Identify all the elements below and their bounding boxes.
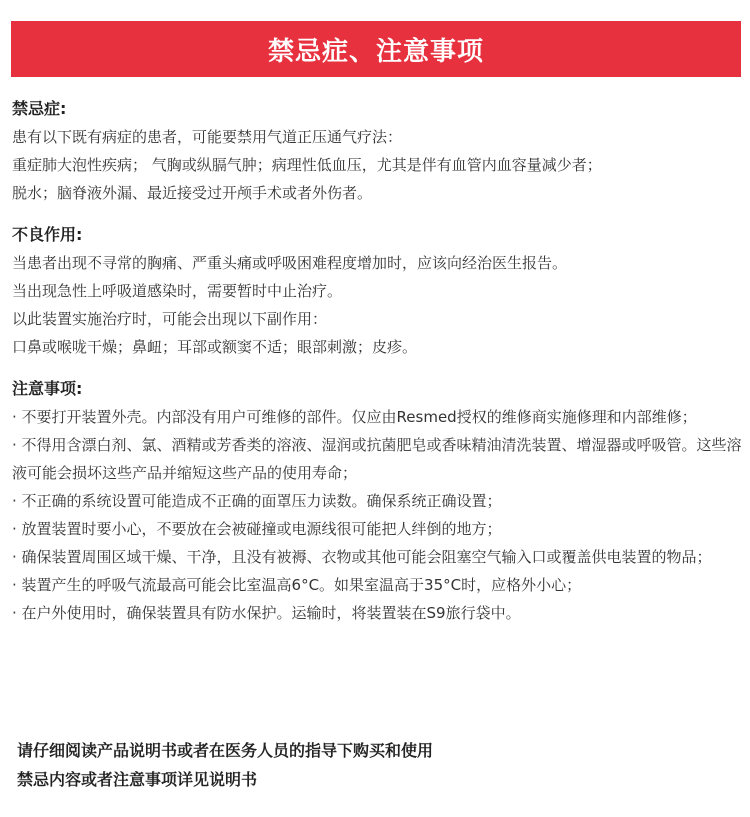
contraindications-heading: 禁忌症: bbox=[12, 99, 67, 118]
footer-notice bbox=[17, 736, 737, 794]
adverse-effects-line: 口鼻或喉咙干燥；鼻衄；耳部或额窦不适；眼部刺激；皮疹。 bbox=[12, 338, 418, 356]
adverse-effects-line: 当出现急性上呼吸道感染时，需要暂时中止治疗。 bbox=[12, 282, 343, 300]
precaution-item: · 不得用含漂白剂、氯、酒精或芳香类的溶液、湿润或抗菌肥皂或香味精油清洗装置、增湿器或呼吸管。这些溶液可能会损坏这些产品并缩短这些产品的使用寿命； bbox=[12, 436, 742, 482]
precaution-item: · 不要打开装置外壳。内部没有用户可维修的部件。仅应由Resmed授权的维修商实施修理和内部维修； bbox=[12, 408, 697, 426]
contraindications-line: 重症肺大泡性疾病； 气胸或纵膈气肿；病理性低血压，尤其是伴有血管内血容量减少者； bbox=[12, 156, 602, 174]
precaution-item: · 在户外使用时，确保装置具有防水保护。运输时，将装置装在S9旅行袋中。 bbox=[12, 604, 521, 622]
adverse-effects-heading: 不良作用: bbox=[12, 225, 83, 244]
page-title: 禁忌症、注意事项 bbox=[267, 36, 484, 67]
footer-line-1: 请仔细阅读产品说明书或者在医务人员的指导下购买和使用 bbox=[17, 741, 434, 760]
precaution-item: · 放置装置时要小心，不要放在会被碰撞或电源线很可能把人绊倒的地方； bbox=[12, 520, 502, 538]
main-content bbox=[12, 95, 746, 627]
adverse-effects-line: 以此装置实施治疗时，可能会出现以下副作用： bbox=[12, 310, 328, 328]
contraindications-line: 脱水；脑脊液外漏、最近接受过开颅手术或者外伤者。 bbox=[12, 184, 373, 202]
precaution-item: · 确保装置周围区域干燥、干净，且没有被褥、衣物或其他可能会阻塞空气输入口或覆盖供电装置的物品； bbox=[12, 548, 712, 566]
contraindications-line: 患有以下既有病症的患者，可能要禁用气道正压通气疗法： bbox=[12, 128, 403, 146]
precautions-heading: 注意事项: bbox=[12, 379, 83, 398]
precaution-item: · 不正确的系统设置可能造成不正确的面罩压力读数。确保系统正确设置； bbox=[12, 492, 502, 510]
header-banner bbox=[11, 21, 741, 77]
adverse-effects-line: 当患者出现不寻常的胸痛、严重头痛或呼吸困难程度增加时，应该向经治医生报告。 bbox=[12, 254, 568, 272]
footer-line-2: 禁忌内容或者注意事项详见说明书 bbox=[17, 770, 258, 789]
precaution-item: · 装置产生的呼吸气流最高可能会比室温高6°C。如果室温高于35°C时，应格外小心； bbox=[12, 576, 582, 594]
